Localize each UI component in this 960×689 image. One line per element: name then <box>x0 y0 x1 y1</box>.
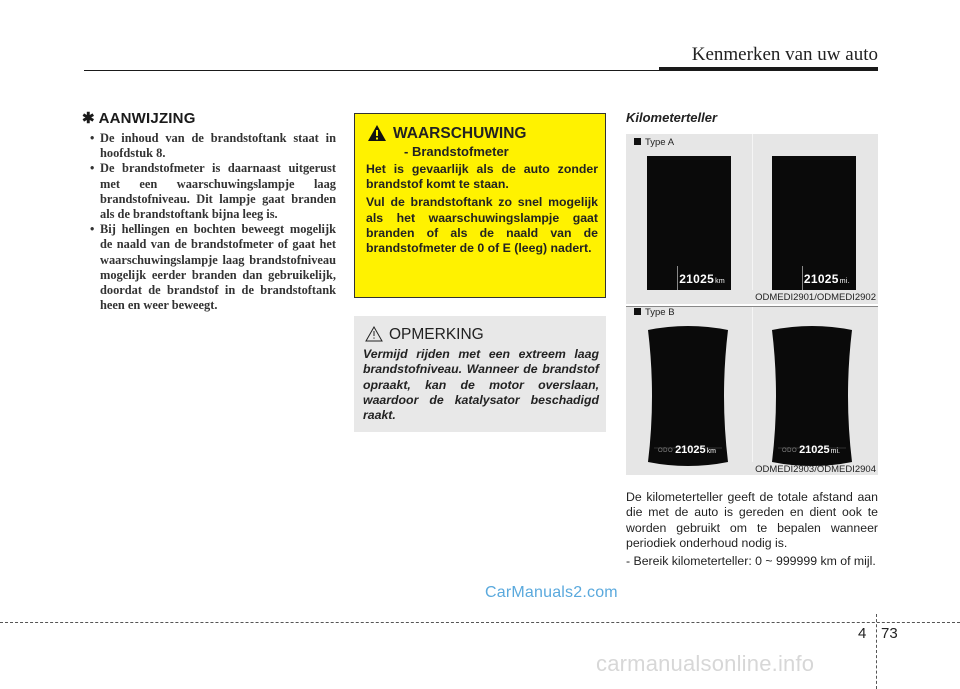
caution-triangle-icon <box>365 326 383 342</box>
warning-triangle-icon <box>367 124 387 142</box>
header-rule <box>84 70 659 71</box>
note-item: • De inhoud van de brandstoftank staat in hoofdstuk 8. <box>82 131 336 161</box>
note-item: • Bij hellingen en bochten beweegt mogelijk de naald van de brandstofmeter of gaat het waarschuwingslampje laag brandstofniveau mogelijk eerder branden dan gebruikelijk, doordat de brandstof in de brandstoftank heen en weer beweegt. <box>82 222 336 313</box>
odometer-image-type-b <box>626 307 878 475</box>
odometer-range: - Bereik kilometerteller: 0 ~ 999999 km of mijl. <box>626 554 876 569</box>
caution-text: Vermijd rijden met een extreem laag brandstofniveau. Wanneer de brandstof opraakt, kan de motor overslaan, waardoor de katalysator beschadigd raakt. <box>363 347 599 423</box>
warning-title: WAARSCHUWING <box>393 125 527 142</box>
bullet-square-icon <box>634 138 641 145</box>
warning-subtitle: - Brandstofmeter <box>404 144 509 159</box>
bullet-square-icon <box>634 308 641 315</box>
chapter-number: 4 <box>858 625 867 642</box>
warning-box <box>354 113 606 298</box>
note-list <box>82 131 336 313</box>
warning-paragraph: Vul de brandstoftank zo snel mogelijk als het waarschuwingslampje gaat branden of als de naald van de brandstofmeter de 0 of E (leeg) nadert. <box>366 195 598 256</box>
footer-site-watermark[interactable]: carmanualsonline.info <box>596 651 815 676</box>
odometer-display-km: 21025km <box>647 156 731 290</box>
caution-title: OPMERKING <box>389 326 484 343</box>
footer-rule <box>0 622 960 623</box>
warning-paragraph: Het is gevaarlijk als de auto zonder brandstof komt te staan. <box>366 162 598 192</box>
footer-divider <box>876 614 877 689</box>
image-caption-b: ODMEDI2903/ODMEDI2904 <box>755 464 876 475</box>
header-rule-accent <box>659 67 878 71</box>
body-paragraph: De kilometerteller geeft de totale afstand aan die met de auto is gereden en dient ook te worden gebruikt om te bepalen wanneer periodiek onderhoud nodig is. <box>626 490 878 550</box>
odometer-readout-b-mi: ODO 21025mi. <box>782 444 840 456</box>
page-number: 73 <box>881 625 898 642</box>
watermark-link[interactable]: CarManuals2.com <box>485 584 618 601</box>
caution-box <box>354 316 606 432</box>
odometer-description <box>626 490 878 572</box>
odometer-readout-b-km: ODO 21025km <box>658 444 716 456</box>
note-heading: ✱ AANWIJZING <box>82 110 196 127</box>
type-b-label: Type B <box>634 307 675 318</box>
odometer-display-mi: 21025mi. <box>772 156 856 290</box>
chapter-header-title: Kenmerken van uw auto <box>691 44 878 65</box>
section-title: Kilometerteller <box>626 110 718 125</box>
image-caption-a: ODMEDI2901/ODMEDI2902 <box>755 292 876 303</box>
odometer-image-type-a <box>626 134 878 304</box>
warning-text <box>366 162 598 259</box>
type-a-label: Type A <box>634 137 674 148</box>
note-item: • De brandstofmeter is daarnaast uitgerust met een waarschuwingslampje laag brandstofniveau. Dit lampje gaat branden als de brandstoftank bijna leeg is. <box>82 161 336 222</box>
